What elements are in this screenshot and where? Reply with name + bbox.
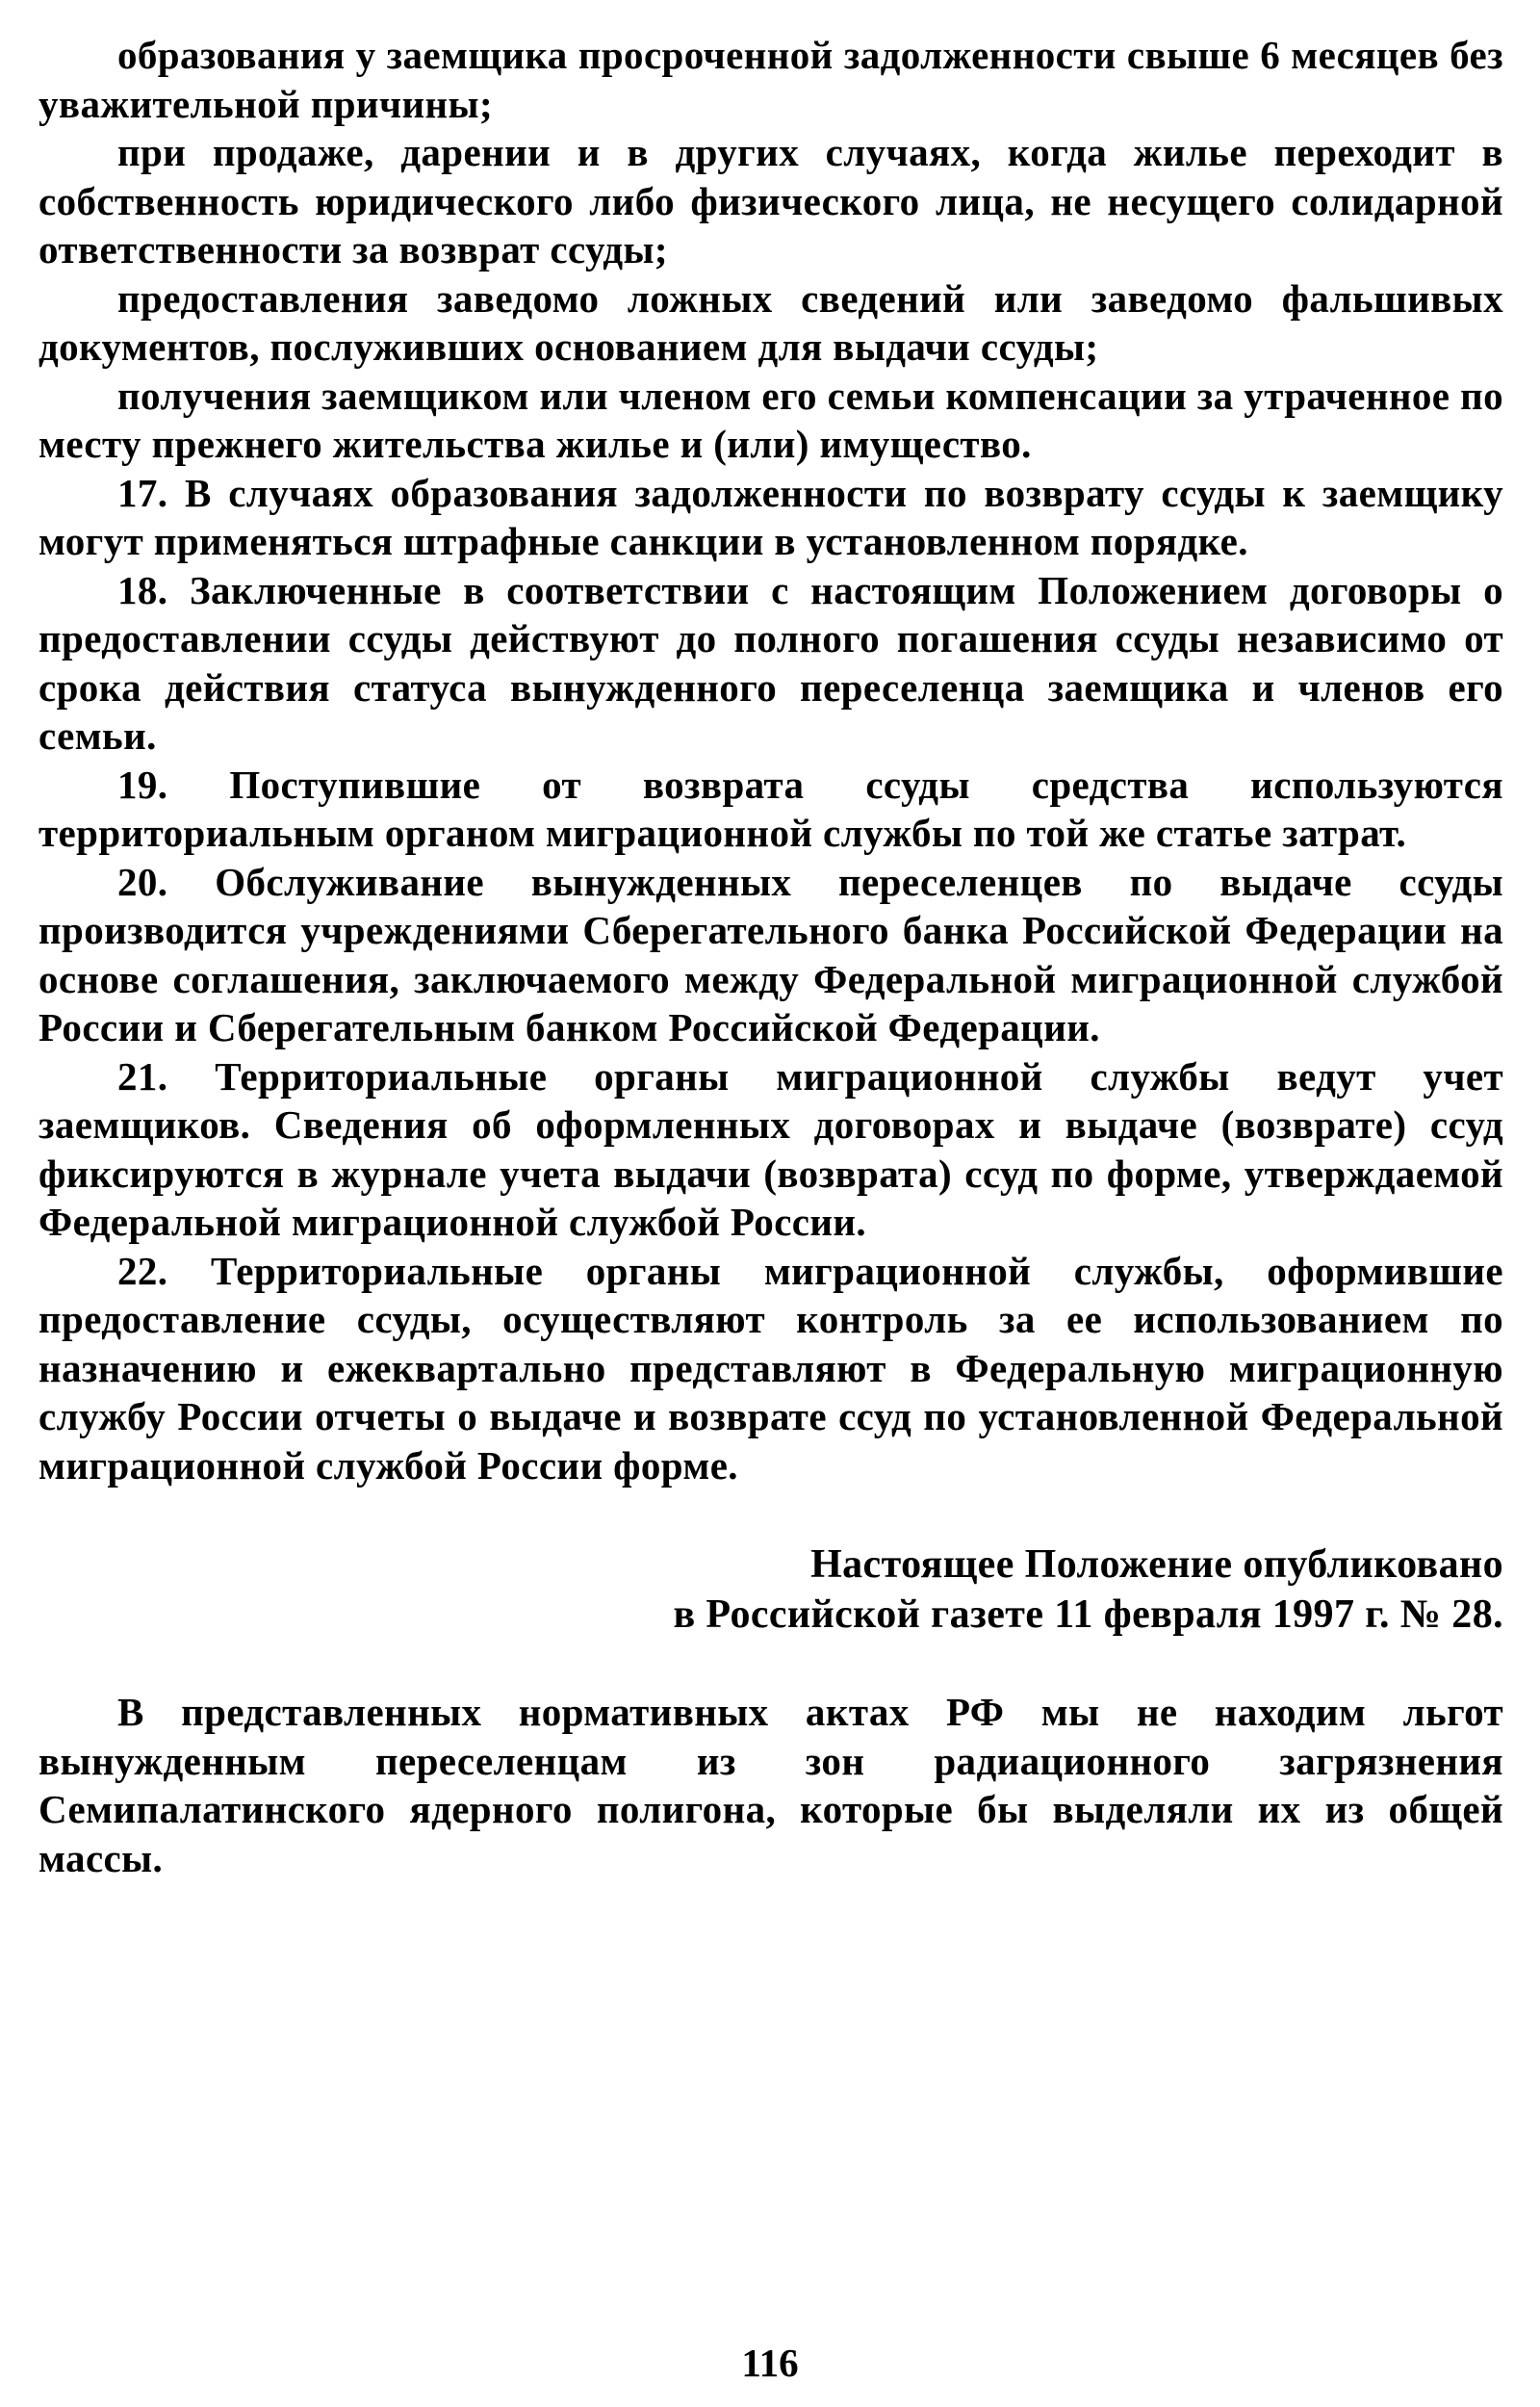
paragraph-compensation: получения заемщиком или членом его семьи компенсации за утраченное по месту прежнего жительства жилье и (или) имущество. xyxy=(38,373,1503,466)
paragraph-item-18: 18. Заключенные в соответствии с настоящим Положением договоры о предоставлении ссуды действуют до полного погашения ссуды независимо от срока действия статуса вынужденного переселенца заемщика и членов его семьи. xyxy=(38,567,1503,758)
document-page xyxy=(38,31,1503,1922)
publication-note xyxy=(38,1540,1503,1640)
paragraph-item-20: 20. Обслуживание вынужденных переселенцев по выдаче ссуды производится учреждениями Сберегательного банка Российской Федерации на основе соглашения, заключаемого между Федеральной миграционной службой России и Сберегательным банком Российской Федерации. xyxy=(38,859,1503,1049)
paragraph-item-21: 21. Территориальные органы миграционной службы ведут учет заемщиков. Сведения об оформленных договорах и выдаче (возврате) ссуд фиксируются в журнале учета выдачи (возврата) ссуд по форме, утверждаемой Федеральной миграционной службой России. xyxy=(38,1053,1503,1244)
paragraph-debt-overdue: образования у заемщика просроченной задолженности свыше 6 месяцев без уважительной причины; xyxy=(38,33,1503,126)
paragraph-item-22: 22. Территориальные органы миграционной службы, оформившие предоставление ссуды, осуществляют контроль за ее использованием по назначению и ежеквартально представляют в Федеральную миграционную службу России отчеты о выдаче и возврате ссуд по установленной Федеральной миграционной службой России форме. xyxy=(38,1248,1503,1488)
publication-note-line-1: Настоящее Положение опубликовано xyxy=(810,1542,1503,1587)
paragraph-sale-gift: при продаже, дарении и в других случаях, когда жилье переходит в собственность юридического либо физического лица, не несущего солидарной ответственности за возврат ссуды; xyxy=(38,130,1503,272)
page-number: 116 xyxy=(741,2341,799,2385)
paragraph-item-17: 17. В случаях образования задолженности по возврату ссуды к заемщику могут применяться штрафные санкции в установленном порядке. xyxy=(38,470,1503,563)
paragraph-false-info: предоставления заведомо ложных сведений или заведомо фальшивых документов, послуживших основанием для выдачи ссуды; xyxy=(38,275,1503,369)
paragraph-item-19: 19. Поступившие от возврата ссуды средства используются территориальным органом миграционной службы по той же статье затрат. xyxy=(38,762,1503,855)
closing-paragraph: В представленных нормативных актах РФ мы не находим льгот вынужденным переселенцам из зон радиационного загрязнения Семипалатинского ядерного полигона, которые бы выделяли их из общей массы. xyxy=(38,1690,1503,1880)
body-text xyxy=(38,31,1503,1489)
publication-note-line-2: в Российской газете 11 февраля 1997 г. № 28. xyxy=(673,1592,1503,1637)
